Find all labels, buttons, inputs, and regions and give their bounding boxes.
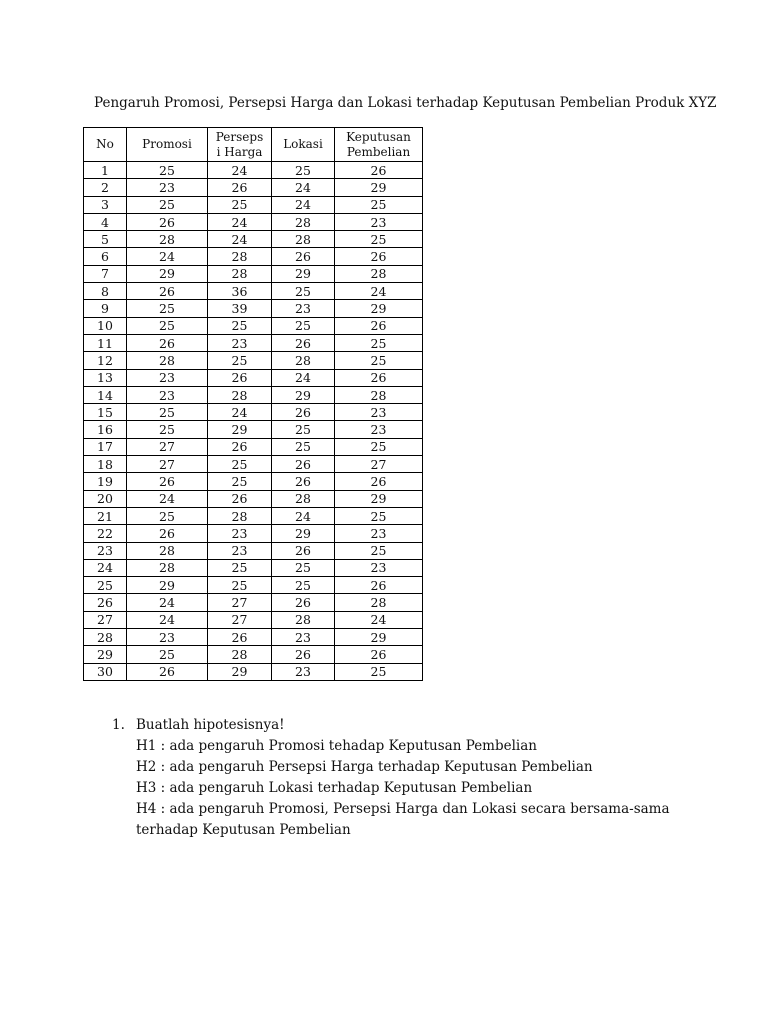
cell-lokasi: 29 (272, 525, 335, 542)
cell-keputusan-pembelian: 29 (335, 490, 423, 507)
cell-no: 15 (84, 404, 127, 421)
cell-no: 28 (84, 629, 127, 646)
cell-persepsi-harga: 25 (208, 473, 272, 490)
table-row (84, 490, 423, 507)
cell-keputusan-pembelian: 25 (335, 196, 423, 213)
cell-persepsi-harga: 36 (208, 283, 272, 300)
table-row (84, 577, 423, 594)
hypothesis-h3: H3 : ada pengaruh Lokasi terhadap Keputusan Pembelian (136, 780, 533, 796)
cell-keputusan-pembelian: 26 (335, 317, 423, 334)
table-header (84, 128, 423, 162)
cell-promosi: 26 (127, 525, 208, 542)
header-row (84, 128, 423, 162)
table-row (84, 179, 423, 196)
cell-persepsi-harga: 28 (208, 386, 272, 403)
table-row (84, 646, 423, 663)
cell-lokasi: 28 (272, 352, 335, 369)
cell-keputusan-pembelian: 26 (335, 646, 423, 663)
table-row (84, 248, 423, 265)
table-row (84, 352, 423, 369)
cell-keputusan-pembelian: 25 (335, 334, 423, 351)
table-row (84, 213, 423, 230)
cell-no: 10 (84, 317, 127, 334)
cell-promosi: 27 (127, 438, 208, 455)
cell-persepsi-harga: 23 (208, 542, 272, 559)
cell-persepsi-harga: 23 (208, 525, 272, 542)
cell-lokasi: 26 (272, 456, 335, 473)
cell-lokasi: 26 (272, 473, 335, 490)
cell-persepsi-harga: 25 (208, 317, 272, 334)
table-row (84, 559, 423, 576)
cell-promosi: 24 (127, 490, 208, 507)
cell-promosi: 23 (127, 629, 208, 646)
cell-no: 1 (84, 162, 127, 179)
cell-persepsi-harga: 29 (208, 421, 272, 438)
cell-persepsi-harga: 28 (208, 507, 272, 524)
cell-keputusan-pembelian: 23 (335, 525, 423, 542)
table-row (84, 369, 423, 386)
cell-lokasi: 26 (272, 404, 335, 421)
cell-promosi: 25 (127, 300, 208, 317)
cell-keputusan-pembelian: 23 (335, 404, 423, 421)
cell-no: 19 (84, 473, 127, 490)
cell-promosi: 25 (127, 507, 208, 524)
cell-no: 24 (84, 559, 127, 576)
cell-no: 4 (84, 213, 127, 230)
cell-no: 29 (84, 646, 127, 663)
cell-no: 22 (84, 525, 127, 542)
cell-lokasi: 23 (272, 629, 335, 646)
cell-promosi: 28 (127, 542, 208, 559)
cell-lokasi: 24 (272, 179, 335, 196)
cell-no: 23 (84, 542, 127, 559)
cell-persepsi-harga: 28 (208, 265, 272, 282)
cell-no: 8 (84, 283, 127, 300)
cell-persepsi-harga: 25 (208, 559, 272, 576)
cell-promosi: 25 (127, 421, 208, 438)
table-row (84, 283, 423, 300)
cell-promosi: 28 (127, 352, 208, 369)
cell-no: 5 (84, 231, 127, 248)
cell-no: 20 (84, 490, 127, 507)
header-lokasi: Lokasi (272, 128, 335, 162)
cell-keputusan-pembelian: 25 (335, 542, 423, 559)
cell-keputusan-pembelian: 25 (335, 438, 423, 455)
cell-persepsi-harga: 25 (208, 352, 272, 369)
cell-keputusan-pembelian: 25 (335, 231, 423, 248)
cell-no: 26 (84, 594, 127, 611)
cell-keputusan-pembelian: 26 (335, 369, 423, 386)
cell-keputusan-pembelian: 28 (335, 386, 423, 403)
cell-persepsi-harga: 26 (208, 369, 272, 386)
cell-persepsi-harga: 26 (208, 490, 272, 507)
cell-no: 11 (84, 334, 127, 351)
cell-keputusan-pembelian: 23 (335, 421, 423, 438)
cell-no: 12 (84, 352, 127, 369)
table-row (84, 629, 423, 646)
cell-lokasi: 23 (272, 663, 335, 680)
cell-promosi: 26 (127, 473, 208, 490)
header-promosi: Promosi (127, 128, 208, 162)
cell-keputusan-pembelian: 24 (335, 283, 423, 300)
cell-lokasi: 24 (272, 507, 335, 524)
header-no: No (84, 128, 127, 162)
cell-lokasi: 26 (272, 594, 335, 611)
cell-persepsi-harga: 29 (208, 663, 272, 680)
cell-no: 9 (84, 300, 127, 317)
table-row (84, 456, 423, 473)
cell-keputusan-pembelian: 25 (335, 352, 423, 369)
cell-lokasi: 26 (272, 646, 335, 663)
cell-no: 18 (84, 456, 127, 473)
cell-keputusan-pembelian: 29 (335, 300, 423, 317)
cell-keputusan-pembelian: 24 (335, 611, 423, 628)
cell-keputusan-pembelian: 26 (335, 473, 423, 490)
table-row (84, 386, 423, 403)
header-persepsi-harga (208, 128, 272, 162)
cell-lokasi: 25 (272, 162, 335, 179)
table-row (84, 334, 423, 351)
cell-promosi: 26 (127, 663, 208, 680)
table-row (84, 317, 423, 334)
cell-lokasi: 25 (272, 421, 335, 438)
cell-promosi: 29 (127, 577, 208, 594)
question-item (112, 715, 672, 841)
cell-lokasi: 25 (272, 283, 335, 300)
cell-keputusan-pembelian: 23 (335, 213, 423, 230)
cell-no: 3 (84, 196, 127, 213)
cell-keputusan-pembelian: 26 (335, 162, 423, 179)
cell-persepsi-harga: 27 (208, 594, 272, 611)
cell-lokasi: 23 (272, 300, 335, 317)
cell-persepsi-harga: 39 (208, 300, 272, 317)
cell-keputusan-pembelian: 23 (335, 559, 423, 576)
table-row (84, 594, 423, 611)
hypothesis-h2: H2 : ada pengaruh Persepsi Harga terhadap Keputusan Pembelian (136, 759, 593, 775)
table-row (84, 162, 423, 179)
cell-keputusan-pembelian: 29 (335, 629, 423, 646)
cell-lokasi: 29 (272, 265, 335, 282)
cell-no: 27 (84, 611, 127, 628)
cell-promosi: 23 (127, 386, 208, 403)
cell-lokasi: 24 (272, 196, 335, 213)
table-row (84, 525, 423, 542)
cell-keputusan-pembelian: 26 (335, 248, 423, 265)
data-table (83, 127, 423, 681)
cell-no: 7 (84, 265, 127, 282)
table-body (84, 162, 423, 681)
cell-lokasi: 26 (272, 334, 335, 351)
cell-promosi: 27 (127, 456, 208, 473)
table-row (84, 300, 423, 317)
question-block (112, 715, 672, 841)
table-row (84, 438, 423, 455)
cell-lokasi: 28 (272, 611, 335, 628)
cell-promosi: 23 (127, 179, 208, 196)
cell-keputusan-pembelian: 28 (335, 594, 423, 611)
cell-persepsi-harga: 25 (208, 577, 272, 594)
cell-lokasi: 28 (272, 490, 335, 507)
cell-promosi: 25 (127, 162, 208, 179)
cell-persepsi-harga: 26 (208, 179, 272, 196)
cell-promosi: 28 (127, 559, 208, 576)
table-row (84, 663, 423, 680)
cell-persepsi-harga: 24 (208, 162, 272, 179)
cell-persepsi-harga: 24 (208, 213, 272, 230)
cell-no: 21 (84, 507, 127, 524)
cell-no: 13 (84, 369, 127, 386)
cell-lokasi: 24 (272, 369, 335, 386)
cell-promosi: 25 (127, 646, 208, 663)
hypothesis-h4: H4 : ada pengaruh Promosi, Persepsi Harga dan Lokasi secara bersama-sama terhadap Keputusan Pembelian (136, 801, 670, 838)
cell-persepsi-harga: 24 (208, 231, 272, 248)
table-row (84, 421, 423, 438)
cell-keputusan-pembelian: 25 (335, 507, 423, 524)
table-row (84, 473, 423, 490)
cell-persepsi-harga: 23 (208, 334, 272, 351)
cell-keputusan-pembelian: 28 (335, 265, 423, 282)
header-keputusan-line1: Keputusan (346, 129, 411, 144)
cell-no: 14 (84, 386, 127, 403)
cell-lokasi: 25 (272, 559, 335, 576)
cell-keputusan-pembelian: 26 (335, 577, 423, 594)
header-persepsi-harga-line1: Perseps (215, 129, 264, 144)
cell-lokasi: 26 (272, 542, 335, 559)
table-row (84, 265, 423, 282)
cell-promosi: 26 (127, 213, 208, 230)
cell-keputusan-pembelian: 25 (335, 663, 423, 680)
table-row (84, 231, 423, 248)
question-body (136, 715, 672, 841)
table-row (84, 611, 423, 628)
cell-no: 16 (84, 421, 127, 438)
cell-no: 2 (84, 179, 127, 196)
cell-lokasi: 25 (272, 577, 335, 594)
header-persepsi-harga-line2: i Harga (216, 144, 263, 159)
cell-promosi: 24 (127, 611, 208, 628)
hypothesis-h1: H1 : ada pengaruh Promosi tehadap Keputusan Pembelian (136, 738, 537, 754)
cell-promosi: 25 (127, 317, 208, 334)
header-keputusan-line2: Pembelian (346, 144, 411, 159)
cell-lokasi: 26 (272, 248, 335, 265)
cell-persepsi-harga: 27 (208, 611, 272, 628)
cell-promosi: 25 (127, 404, 208, 421)
cell-lokasi: 25 (272, 317, 335, 334)
cell-persepsi-harga: 26 (208, 438, 272, 455)
cell-persepsi-harga: 28 (208, 646, 272, 663)
header-keputusan-pembelian (335, 128, 423, 162)
cell-lokasi: 25 (272, 438, 335, 455)
cell-promosi: 29 (127, 265, 208, 282)
cell-promosi: 23 (127, 369, 208, 386)
cell-persepsi-harga: 25 (208, 196, 272, 213)
cell-keputusan-pembelian: 27 (335, 456, 423, 473)
cell-persepsi-harga: 28 (208, 248, 272, 265)
table-row (84, 542, 423, 559)
table-row (84, 196, 423, 213)
table-row (84, 507, 423, 524)
cell-promosi: 24 (127, 248, 208, 265)
document-title: Pengaruh Promosi, Persepsi Harga dan Lokasi terhadap Keputusan Pembelian Produk XYZ (94, 95, 717, 111)
cell-persepsi-harga: 25 (208, 456, 272, 473)
question-number: 1. (112, 717, 125, 733)
cell-persepsi-harga: 24 (208, 404, 272, 421)
cell-keputusan-pembelian: 29 (335, 179, 423, 196)
cell-promosi: 26 (127, 334, 208, 351)
cell-promosi: 28 (127, 231, 208, 248)
cell-lokasi: 28 (272, 213, 335, 230)
cell-lokasi: 28 (272, 231, 335, 248)
cell-persepsi-harga: 26 (208, 629, 272, 646)
cell-promosi: 26 (127, 283, 208, 300)
cell-promosi: 24 (127, 594, 208, 611)
cell-no: 6 (84, 248, 127, 265)
question-text: Buatlah hipotesisnya! (136, 717, 285, 733)
cell-no: 30 (84, 663, 127, 680)
cell-no: 17 (84, 438, 127, 455)
table-row (84, 404, 423, 421)
cell-promosi: 25 (127, 196, 208, 213)
cell-no: 25 (84, 577, 127, 594)
cell-lokasi: 29 (272, 386, 335, 403)
